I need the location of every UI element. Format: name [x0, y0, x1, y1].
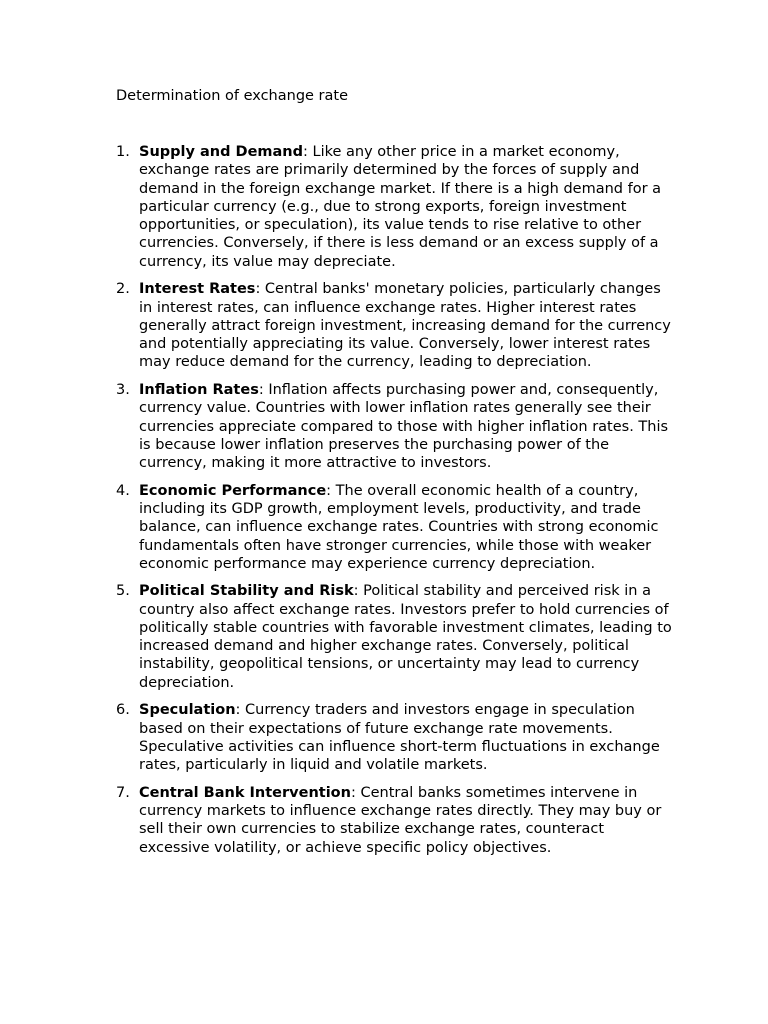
list-item-number: 2.: [116, 281, 130, 298]
list-item-inflation-rates: [116, 381, 676, 472]
list-item-central-bank: [116, 784, 676, 857]
list-item-text: : The overall economic health of a country, including its GDP growth, employment levels, productivity, and trade balance, can influence exchange rates. Countries with strong economic fundamentals often have stronger currencies, while those with weaker economic performance may experience currency depreciation.: [139, 482, 659, 572]
list-item-text: : Currency traders and investors engage in speculation based on their expectations of future exchange rate movements. Speculative activities can influence short-term fluctuations in exchange rates, particularly in liquid and volatile markets.: [139, 702, 660, 774]
list-item-text: : Inflation affects purchasing power and, consequently, currency value. Countries with lower inflation rates generally see their currencies appreciate compared to those with higher inflation rates. This is because lower inflation preserves the purchasing power of the currency, making it more attractive to investors.: [139, 381, 669, 472]
list-item-text: : Like any other price in a market economy, exchange rates are primarily determined by the forces of supply and demand in the foreign exchange market. If there is a high demand for a particular currency (e.g., due to strong exports, foreign investment opportunities, or speculation), its value tends to rise relative to other currencies. Conversely, if there is less demand or an excess supply of a currency, its value may depreciate.: [139, 144, 662, 270]
factor-list: [116, 143, 676, 866]
list-item-number: 6.: [116, 702, 130, 719]
list-item-supply-demand: [116, 143, 676, 271]
list-item-term: Inflation Rates: [139, 381, 259, 398]
list-item-text: : Central banks' monetary policies, particularly changes in interest rates, can influence exchange rates. Higher interest rates generally attract foreign investment, increasing demand for the currency and potentially appreciating its value. Conversely, lower interest rates may reduce demand for the currency, leading to depreciation.: [139, 281, 671, 371]
list-item-interest-rates: [116, 280, 676, 371]
list-item-term: Supply and Demand: [139, 144, 303, 160]
list-item-economic-performance: [116, 482, 676, 573]
list-item-number: 3.: [116, 381, 130, 398]
list-item-term: Interest Rates: [139, 281, 256, 298]
list-item-political-stability: [116, 582, 676, 692]
list-item-term: Speculation: [139, 702, 236, 719]
list-item-speculation: [116, 701, 676, 774]
list-item-number: 4.: [116, 482, 130, 499]
list-item-number: 1.: [116, 144, 130, 160]
document-title: Determination of exchange rate: [116, 88, 349, 104]
list-item-term: Central Bank Intervention: [139, 784, 351, 801]
list-item-text: : Central banks sometimes intervene in currency markets to influence exchange rates directly. They may buy or sell their own currencies to stabilize exchange rates, counteract excessive volatility, or achieve specific policy objectives.: [139, 784, 662, 856]
list-item-text: : Political stability and perceived risk in a country also affect exchange rates. Investors prefer to hold currencies of politically stable countries with favorable investment climates, leading to increased demand and higher exchange rates. Conversely, political instability, geopolitical tensions, or uncertainty may lead to currency depreciation.: [139, 583, 672, 691]
list-item-number: 5.: [116, 583, 130, 600]
list-item-number: 7.: [116, 784, 130, 801]
list-item-term: Political Stability and Risk: [139, 583, 354, 600]
list-item-term: Economic Performance: [139, 482, 327, 499]
